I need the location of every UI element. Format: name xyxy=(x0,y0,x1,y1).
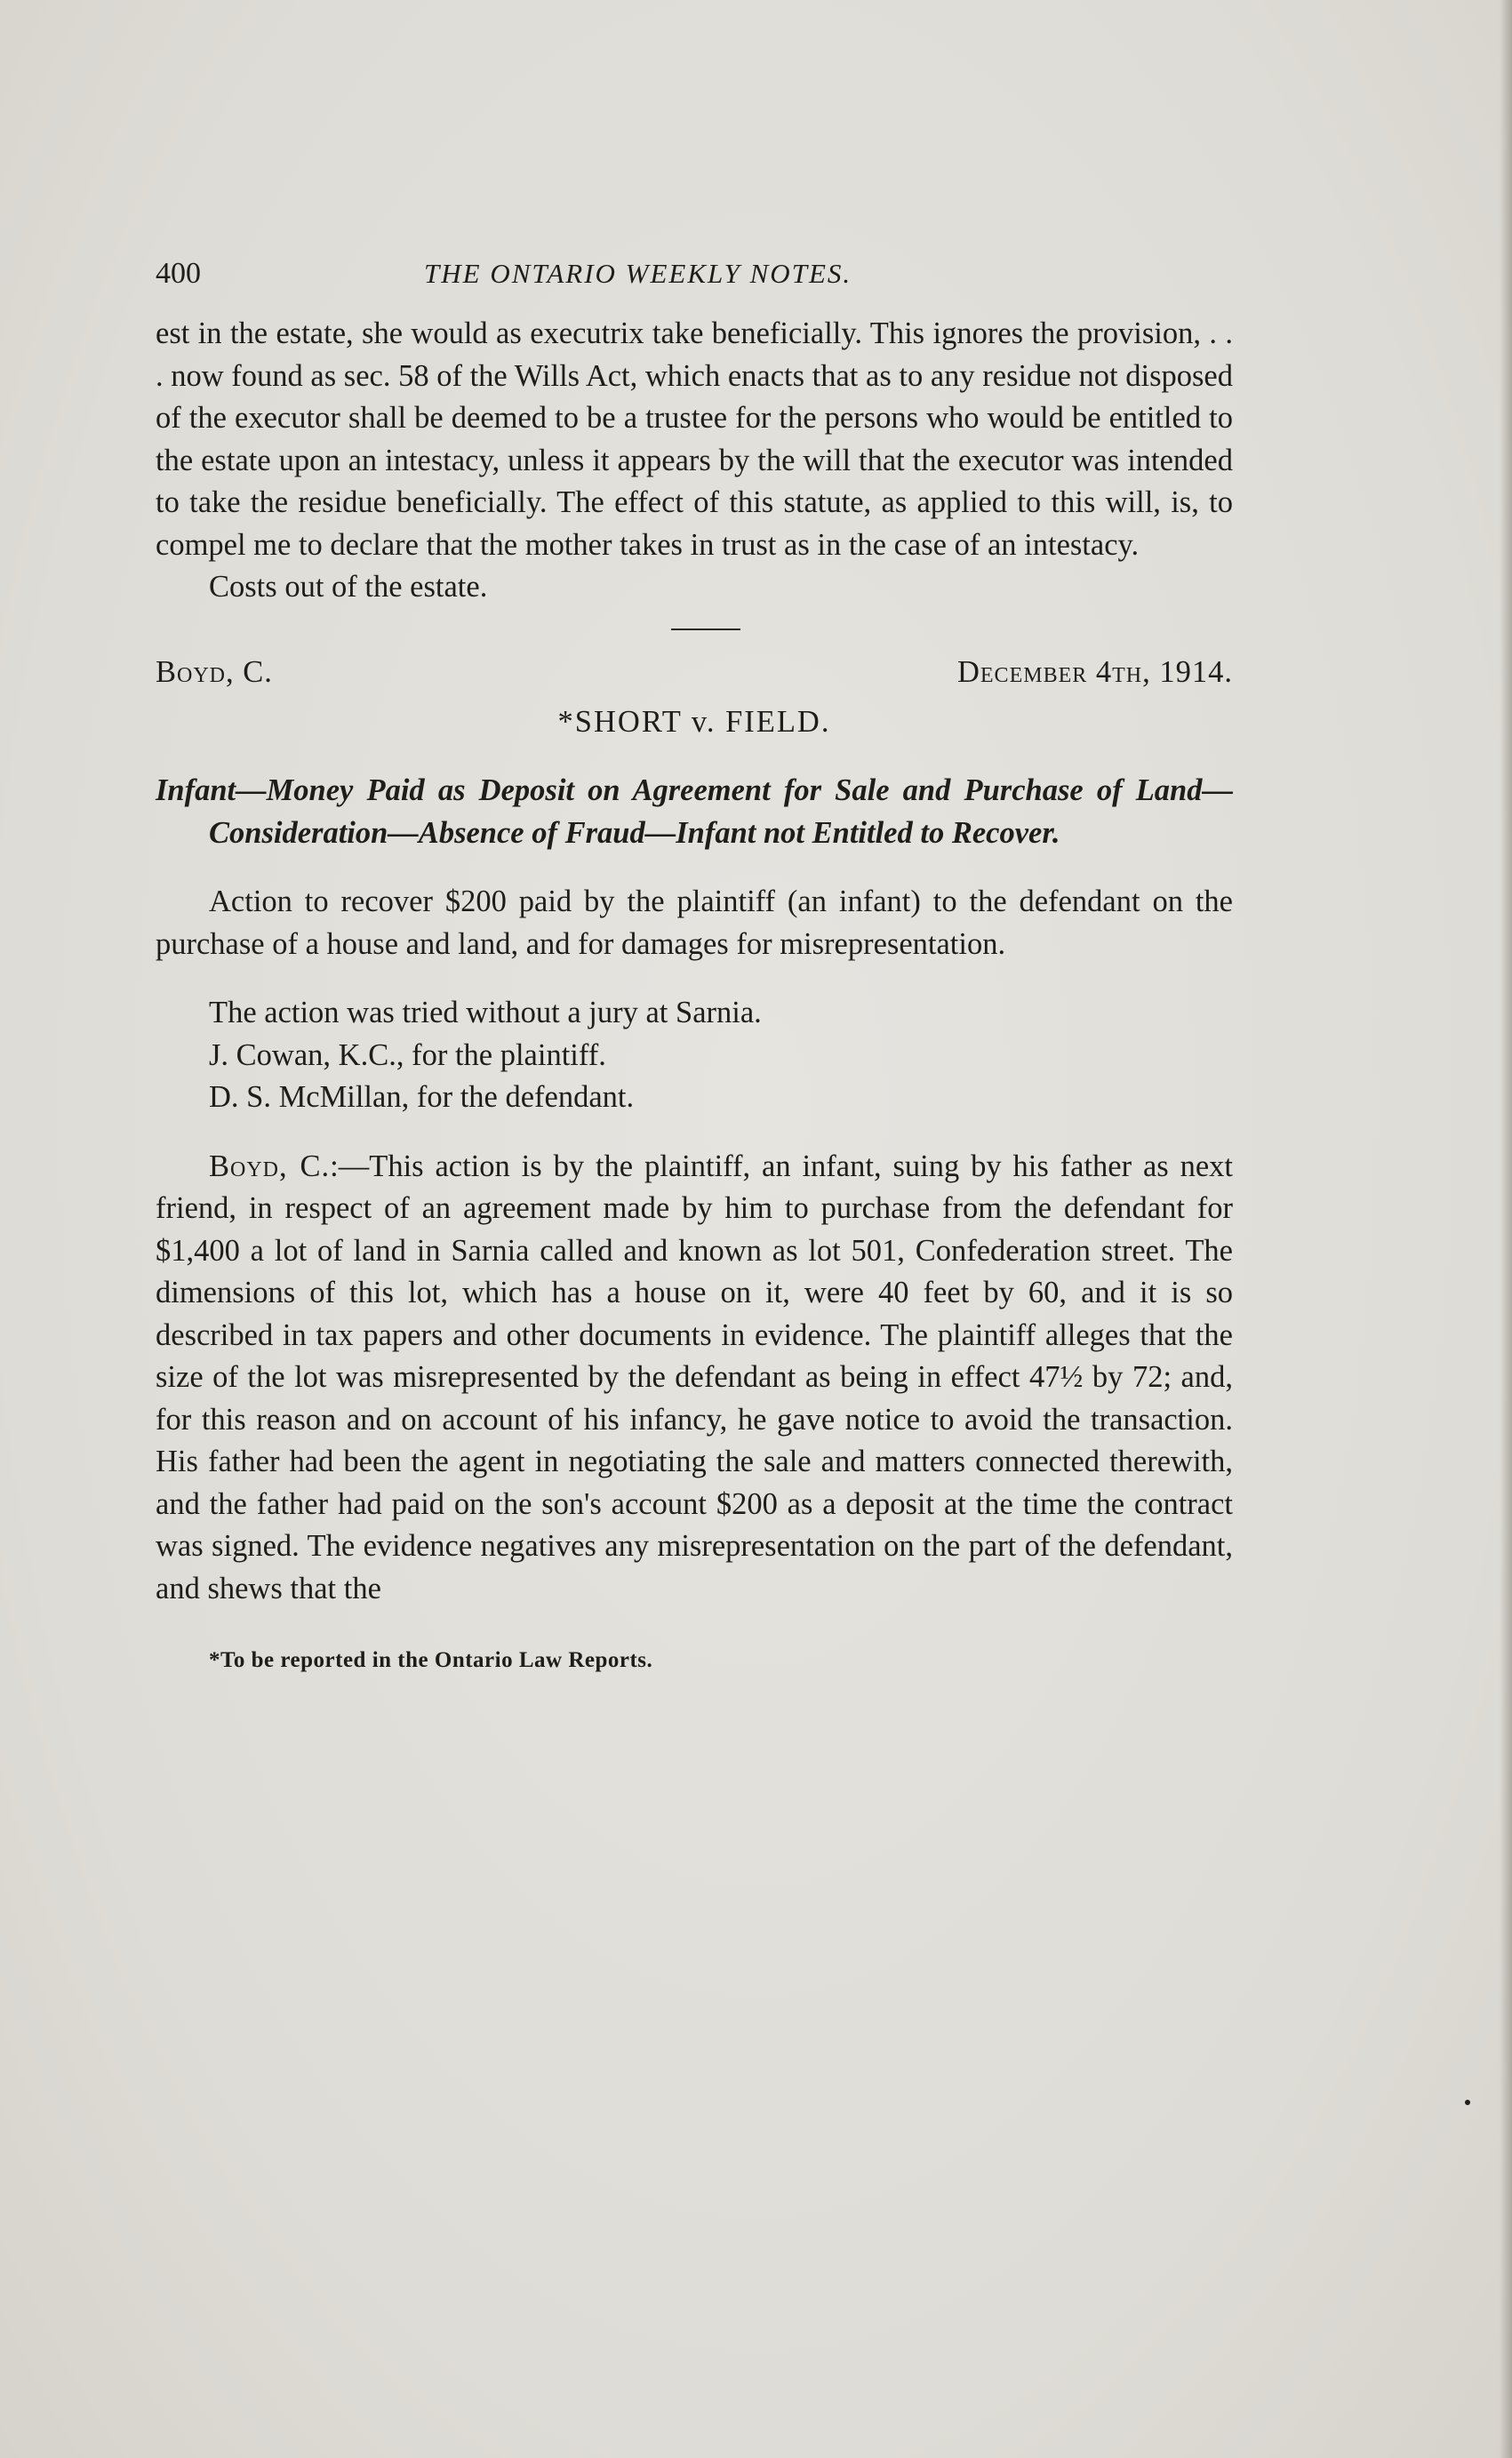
judgment-paragraph xyxy=(156,1146,1233,1611)
judgment-date: December 4th, 1914. xyxy=(956,654,1233,689)
page-header xyxy=(156,240,1233,293)
counsel-defendant: D. S. McMillan, for the defendant. xyxy=(209,1080,635,1114)
case-title: *SHORT v. FIELD. xyxy=(557,704,831,739)
judgment-text: :—This action is by the plaintiff, an infant, suing by his father as next friend, in respect of an agreement made by him to purchase from the defendant for $1,400 a lot of land in Sarnia called and known as lot 501, Confederation street. The dimensions of this lot, which has a house on it, were 40 feet by 60, and it is so described in tax papers and other documents in evidence. The plaintiff alleges that the size of the lot was misrepresented by the defendant as being in effect 47½ by 72; and, for this reason and on account of his infancy, he gave notice to avoid the transaction. His father had been the agent in negotiating the sale and matters connected therewith, and the father had paid on the son's account $200 as a deposit at the time the contract was signed. The evidence negatives any misrepresentation on the part of the defendant, and shews that the xyxy=(156,1149,1234,1605)
headnote: Infant—Money Paid as Deposit on Agreement for Sale and Purchase of Land—Consideration—Absence of Fraud—Infant not Entitled to Recover. xyxy=(156,773,1233,850)
page-edge-shadow xyxy=(1500,0,1512,2458)
judge-name: Boyd, C. xyxy=(156,654,273,689)
action-summary: Action to recover $200 paid by the plaintiff (an infant) to the defendant on the purchase of a house and land, and for damages for misrepresentation. xyxy=(156,885,1233,961)
running-title: THE ONTARIO WEEKLY NOTES. xyxy=(424,258,852,289)
margin-speck xyxy=(1465,2100,1470,2105)
judgment-speaker: Boyd, C. xyxy=(209,1149,331,1183)
section-divider xyxy=(262,609,1233,645)
prior-case-paragraph: est in the estate, she would as executrix take beneficially. This ignores the provision, . . . now found as sec. 58 of the Wills Act, which enacts that as to any residue not disposed of the executor shall be deemed to be a trustee for the persons who would be entitled to the estate upon an intestacy, unless it appears by the will that the executor was intended to take the residue beneficially. The effect of this statute, as applied to this will, is, to compel me to declare that the mother takes in trust as in the case of an intestacy. xyxy=(156,316,1233,562)
trial-note: The action was tried without a jury at Sarnia. xyxy=(209,996,762,1029)
costs-line: Costs out of the estate. xyxy=(209,570,488,604)
case-dateline xyxy=(156,652,1233,700)
footnote: *To be reported in the Ontario Law Reports. xyxy=(209,1648,653,1672)
page-number: 400 xyxy=(156,257,201,290)
divider-rule xyxy=(671,629,740,630)
counsel-plaintiff: J. Cowan, K.C., for the plaintiff. xyxy=(209,1037,606,1072)
text-column xyxy=(156,240,1233,1676)
